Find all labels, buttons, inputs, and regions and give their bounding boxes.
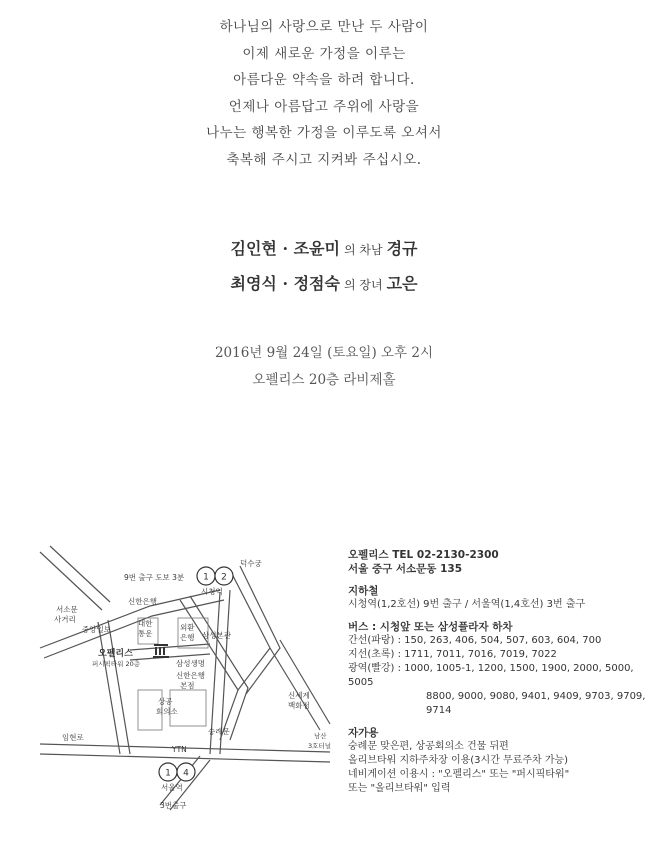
map-label-woori: 외환 (180, 623, 195, 632)
directions (348, 548, 648, 796)
bus-blue: 간선(파랑) : 150, 263, 406, 504, 507, 603, 604, 700 (348, 635, 602, 646)
map-label-namsan2: 3호터널 (308, 742, 331, 750)
bride-relation: 의 장녀 (343, 278, 383, 292)
car-line: 올리브타워 지하주차장 이용(3시간 무료주차 가능) (348, 755, 569, 766)
road-minor (130, 644, 210, 660)
map-label-shinsegae: 신세계 (288, 691, 310, 700)
map-label-samsung-hq: 삼성본관 (202, 631, 231, 640)
map-label-sageori: 사거리 (54, 615, 76, 624)
svg-text:4: 4 (183, 768, 189, 779)
map-label-sungnyemun: 숭례문 (208, 727, 230, 736)
cityhall-station-marker (197, 567, 233, 585)
venue-address: 서울 중구 서소문동 135 (348, 563, 463, 575)
svg-text:1: 1 (203, 572, 209, 583)
map-label-tongun: 통운 (138, 629, 153, 638)
map-label-deoksugung: 덕수궁 (240, 559, 262, 568)
seoul-station-marker (159, 763, 195, 781)
map-label-seosomun: 서소문 (56, 605, 78, 614)
subway-detail: 시청역(1,2호선) 9번 출구 / 서울역(1,4호선) 3번 출구 (348, 599, 586, 610)
location-map (30, 540, 340, 820)
map-label-road: 임현로 (62, 733, 84, 742)
bus-red: 광역(빨강) : 1000, 1005-1, 1200, 1500, 1900, 2000, 5000, 5005 (348, 663, 634, 688)
map-label-samsung-life: 삼성생명 (176, 659, 205, 668)
map-label-sanggong: 상공 (158, 697, 173, 706)
bus-red-cont: 8800, 9000, 9080, 9401, 9409, 9703, 9709, 9714 (426, 691, 646, 716)
road-east (230, 566, 280, 694)
map-label-shinsegae2: 백화점 (288, 701, 310, 710)
car-line: 숭례문 맞은편, 상공회의소 건물 뒤편 (348, 741, 509, 752)
svg-text:2: 2 (221, 572, 227, 583)
invitation-message (0, 14, 648, 173)
map-label-opelis: 오펠리스 (98, 649, 133, 659)
bride-family (0, 267, 648, 302)
event-venue: 오펠리스 20층 라비제홀 (252, 372, 396, 388)
road-west-vertical (98, 620, 130, 754)
bride-parents: 최영식 · 정점숙 (230, 274, 340, 293)
map-label-exit3: 3번출구 (160, 801, 187, 810)
message-line: 축복해 주시고 지켜봐 주십시오. (226, 151, 422, 168)
bride-name: 고은 (386, 274, 418, 293)
map-label-exit9: 9번 출구 도보 3분 (124, 573, 185, 582)
message-line: 이제 새로운 가정을 이루는 (242, 45, 406, 62)
map-label-cityhall: 시청역 (201, 587, 223, 596)
venue-phone: 오펠리스 TEL 02-2130-2300 (348, 549, 499, 561)
map-label-pacific: 퍼시픽타워 20층 (92, 660, 141, 668)
map-label-daehan: 대한 (138, 619, 153, 628)
groom-relation: 의 차남 (343, 243, 383, 257)
map-label-seoul-station: 서울역 (161, 783, 183, 792)
map-label-joongang: 중앙일보 (82, 625, 111, 634)
map-label-sanggong2: 회의소 (156, 707, 178, 716)
map-label-ytn: YTN (172, 745, 187, 754)
message-line: 아름다운 약속을 하려 합니다. (233, 72, 415, 88)
map-label-namsan: 남산 (314, 732, 327, 740)
groom-name: 경규 (386, 239, 418, 258)
map-label-shinhan: 신한은행 (128, 597, 157, 606)
svg-text:1: 1 (165, 768, 171, 779)
venue-building-icon (153, 644, 169, 658)
bus-green: 지선(초록) : 1711, 7011, 7016, 7019, 7022 (348, 649, 557, 660)
road-southeast (270, 640, 330, 730)
bus-heading: 버스 : 시청앞 또는 삼성플라자 하차 (348, 621, 513, 633)
family-names (0, 232, 648, 302)
car-line: 네비게이션 이용시 : "오펠리스" 또는 "퍼시픽타워" (348, 769, 570, 780)
car-heading: 자가용 (348, 727, 379, 739)
event-datetime: 2016년 9월 24일 (토요일) 오후 2시 (214, 345, 434, 361)
subway-heading: 지하철 (348, 585, 379, 597)
groom-family (0, 232, 648, 267)
groom-parents: 김인현 · 조윤미 (230, 239, 340, 258)
map-label-shinhan-hq: 신한은행 (176, 671, 205, 680)
event-info (0, 340, 648, 394)
message-line: 언제나 아름답고 주위에 사랑을 (228, 98, 420, 115)
car-line: 또는 "올리브타워" 입력 (348, 783, 451, 794)
road-nw (40, 546, 110, 610)
road-mid (180, 596, 248, 740)
message-line: 나누는 행복한 가정을 이루도록 오셔서 (206, 125, 442, 141)
map-label-woori2: 은행 (180, 633, 195, 642)
message-line: 하나님의 사랑으로 만난 두 사람이 (219, 19, 429, 35)
map-label-shinhan-hq2: 본점 (180, 681, 195, 690)
